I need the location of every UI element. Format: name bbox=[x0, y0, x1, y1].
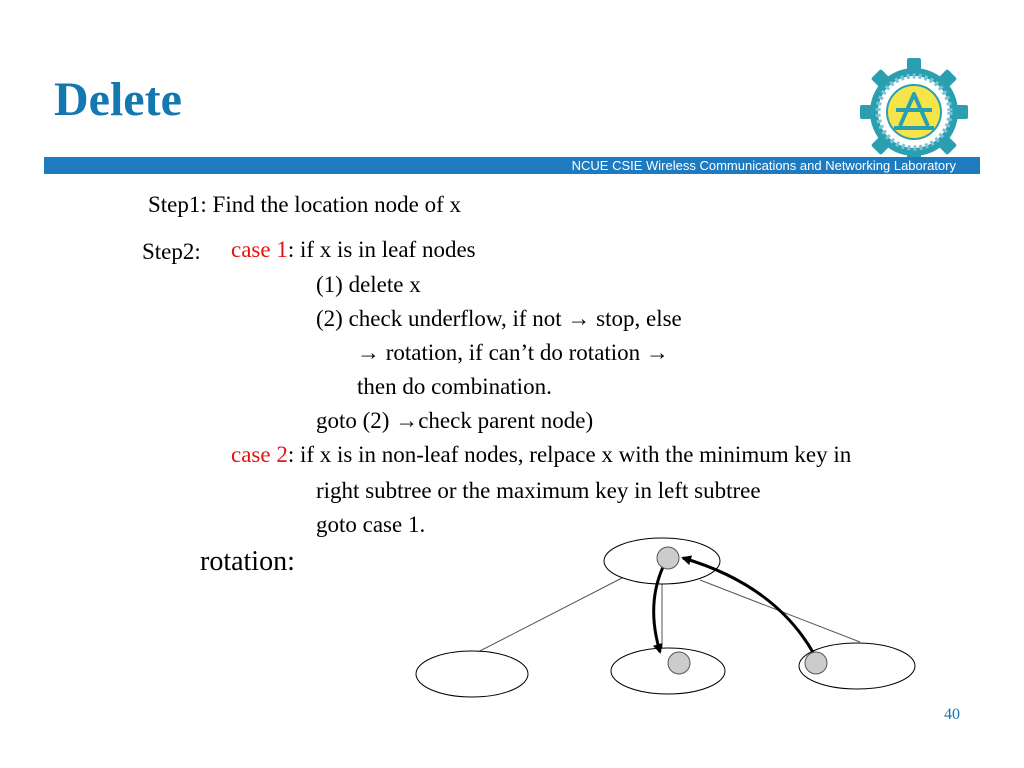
case2-label: case 2 bbox=[231, 442, 288, 467]
case1-step-combination: then do combination. bbox=[357, 374, 552, 399]
lab-name: NCUE CSIE Wireless Communications and Networking Laboratory bbox=[571, 158, 956, 173]
header-bar bbox=[44, 157, 980, 174]
case2-condition: : if x is in non-leaf nodes, relpace x with the minimum key in bbox=[287, 442, 852, 467]
step2-label: Step2: bbox=[142, 239, 201, 264]
case1-line bbox=[231, 238, 476, 261]
case1-step-underflow: (2) check underflow, if not → stop, else bbox=[316, 306, 682, 331]
case1-step-delete: (1) delete x bbox=[316, 272, 421, 297]
parent-key bbox=[657, 547, 679, 569]
case1-label: case 1 bbox=[231, 237, 288, 262]
step1-text: Step1: Find the location node of x bbox=[148, 192, 462, 217]
rotation-label: rotation: bbox=[200, 546, 295, 577]
left-child-node bbox=[416, 651, 528, 697]
case2-step-subtree: right subtree or the maximum key in left subtree bbox=[316, 478, 761, 503]
edge-parent-left bbox=[472, 578, 622, 655]
case2-step-goto: goto case 1. bbox=[316, 512, 426, 537]
case1-step-rotation: → rotation, if can’t do rotation → bbox=[357, 340, 669, 365]
right-child-key bbox=[805, 652, 827, 674]
university-logo-icon bbox=[860, 58, 968, 166]
page-number: 40 bbox=[944, 706, 960, 723]
slide-title: Delete bbox=[54, 73, 182, 126]
case1-step-goto: goto (2) →check parent node) bbox=[316, 408, 594, 433]
middle-child-key bbox=[668, 652, 690, 674]
case1-condition: : if x is in leaf nodes bbox=[287, 237, 476, 262]
rotation-diagram bbox=[400, 530, 930, 705]
case2-line bbox=[231, 443, 851, 466]
middle-child-node bbox=[611, 648, 725, 694]
